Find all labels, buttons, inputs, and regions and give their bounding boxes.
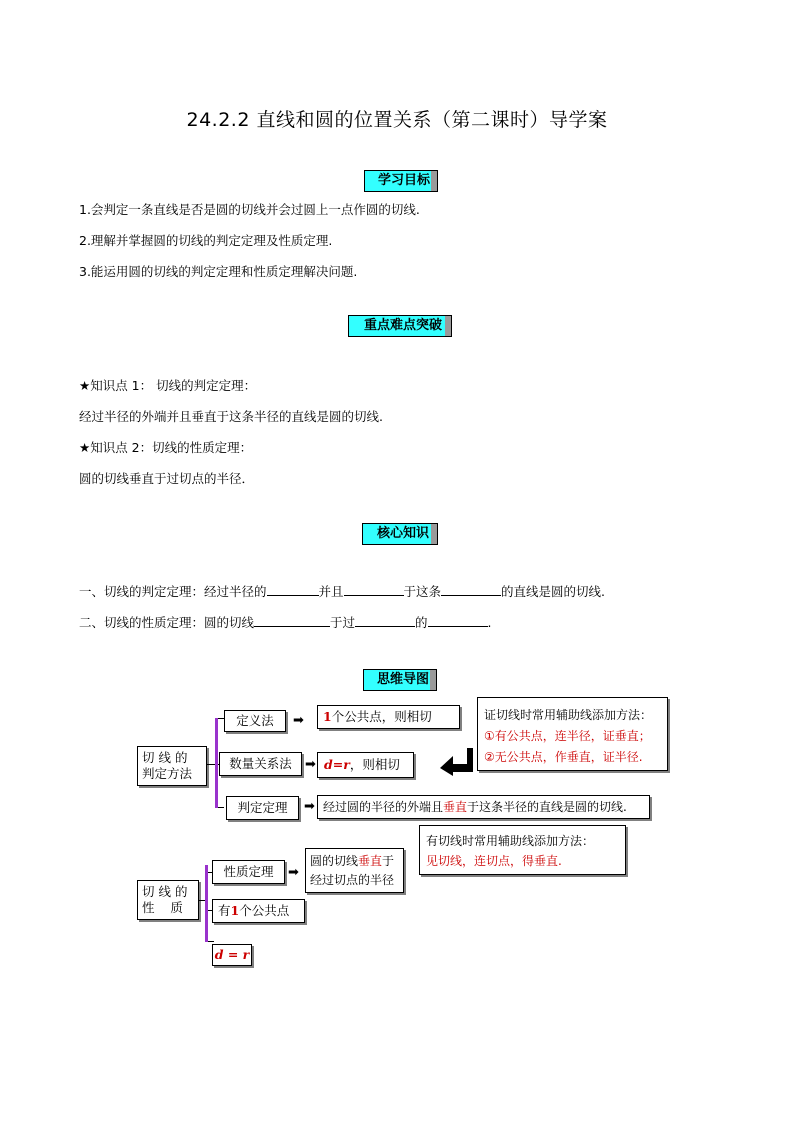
right-arrow-icon: ➡ xyxy=(305,757,316,772)
knowledge-point-1-text: 经过半径的外端并且垂直于这条半径的直线是圆的切线. xyxy=(79,409,383,424)
right-arrow-icon: ➡ xyxy=(293,713,304,728)
tip-box-properties xyxy=(419,825,626,875)
knowledge-point-1-title: ★知识点 1： 切线的判定定理： xyxy=(79,378,257,393)
section-header-goals: 学习目标 xyxy=(364,170,438,192)
bent-arrow-icon xyxy=(437,746,477,778)
tip-box-judge xyxy=(477,697,668,771)
connector-line xyxy=(208,941,214,942)
knowledge-point-2-text: 圆的切线垂直于过切点的半径． xyxy=(79,471,255,486)
connector-line xyxy=(207,764,215,765)
tip-title: 证切线时常用辅助线添加方法： xyxy=(484,708,653,722)
right-arrow-icon: ➡ xyxy=(304,799,315,814)
tip-title: 有切线时常用辅助线添加方法： xyxy=(426,834,595,848)
section-header-mind-map: 思维导图 xyxy=(363,669,437,691)
goal-item-2: 2.理解并掌握圆的切线的判定定理及性质定理. xyxy=(79,233,333,248)
tip-line: ②无公共点，作垂直，证半径. xyxy=(484,750,643,764)
property-theorem-box: 性质定理 xyxy=(212,860,285,884)
definition-result-box: 1个公共点，则相切 xyxy=(317,705,460,729)
fill-blank[interactable] xyxy=(355,614,415,627)
connector-line xyxy=(218,807,224,808)
fill-blank[interactable] xyxy=(428,614,488,627)
theorem-text-box: 经过圆的半径的外端且垂直于这条半径的直线是圆的切线. xyxy=(317,795,650,819)
one-common-point-box: 有1个公共点 xyxy=(212,899,305,923)
connector-line xyxy=(199,900,205,901)
right-arrow-icon: ➡ xyxy=(288,865,299,880)
goal-item-1: 1.会判定一条直线是否是圆的切线并会过圆上一点作圆的切线. xyxy=(79,202,420,217)
goal-item-3: 3.能运用圆的切线的判定定理和性质定理解决问题. xyxy=(79,264,358,279)
definition-method-box: 定义法 xyxy=(224,710,286,732)
section-header-key-points: 重点难点突破 xyxy=(348,315,452,337)
property-theorem-text: 圆的切线垂直于 经过切点的半径 xyxy=(305,848,404,893)
tip-line: ①有公共点，连半径，证垂直； xyxy=(484,729,651,743)
fill-blank[interactable] xyxy=(441,583,501,596)
quantity-result-box: d=r，则相切 xyxy=(317,752,414,778)
properties-root: 切 线 的 性 质 xyxy=(137,880,199,920)
core-line-1: 一、切线的判定定理：经过半径的 并且 于这条 的直线是圆的切线. xyxy=(79,584,606,599)
page-title: 24.2.2 直线和圆的位置关系（第二课时）导学案 xyxy=(186,109,608,131)
knowledge-point-2-title: ★知识点 2：切线的性质定理： xyxy=(79,440,253,455)
fill-blank[interactable] xyxy=(254,614,330,627)
theorem-method-box: 判定定理 xyxy=(226,796,299,820)
section-header-core: 核心知识 xyxy=(362,523,438,545)
d-equals-r-box: d = r xyxy=(212,944,252,966)
core-line-2: 二、切线的性质定理：圆的切线 于过 的 . xyxy=(79,615,492,630)
tip-line: 见切线，连切点，得垂直. xyxy=(426,854,562,868)
fill-blank[interactable] xyxy=(267,583,319,596)
quantity-method-box: 数量关系法 xyxy=(219,752,302,776)
fill-blank[interactable] xyxy=(344,583,404,596)
judge-methods-root: 切 线 的 判定方法 xyxy=(137,746,207,786)
